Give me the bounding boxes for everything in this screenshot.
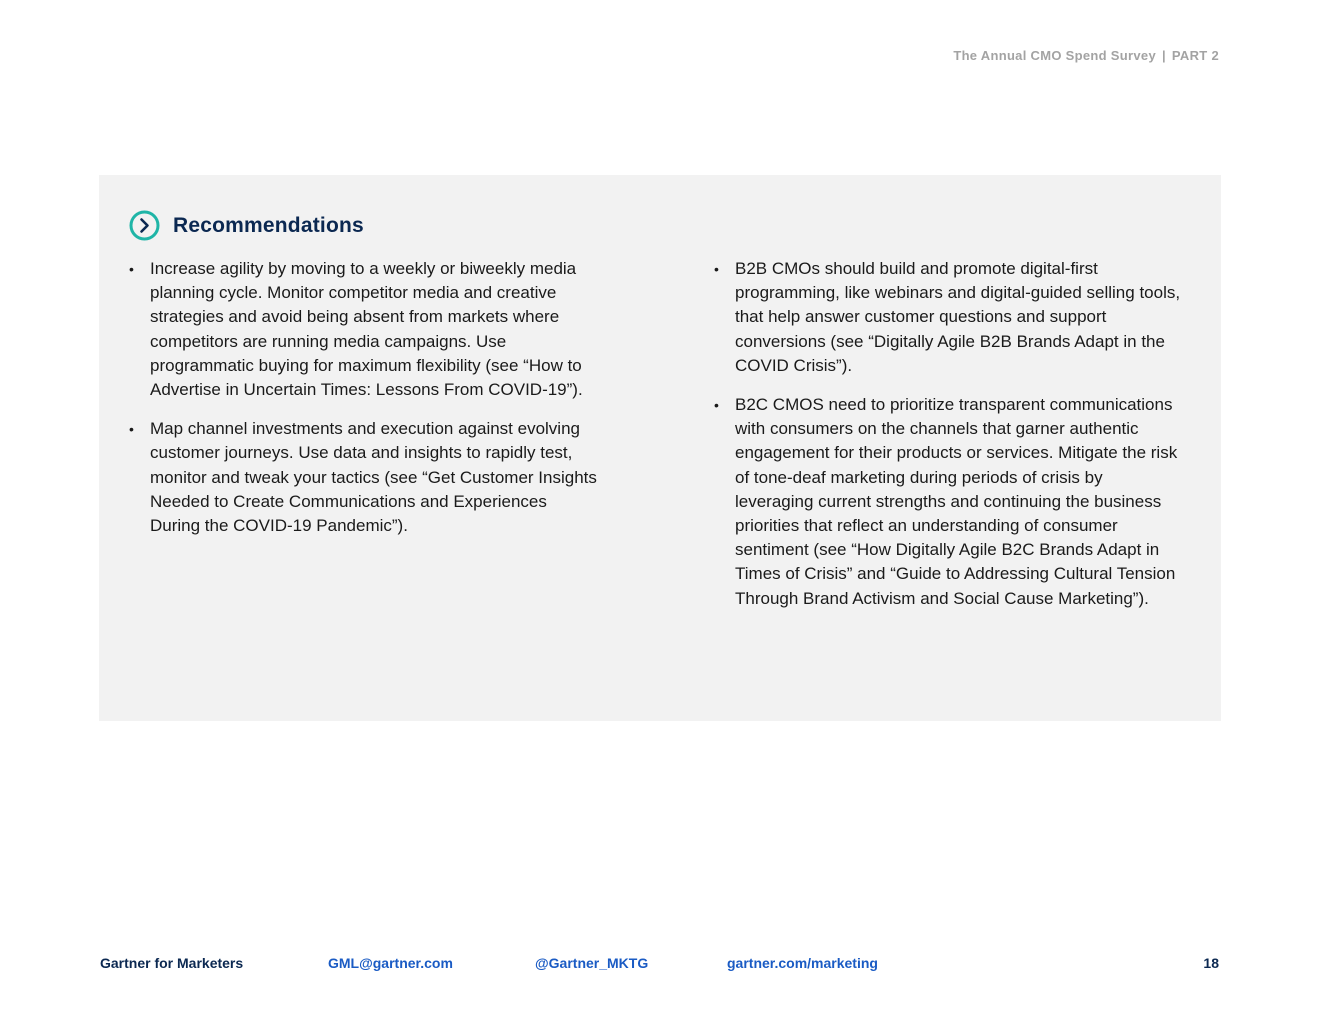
bullet-icon: • xyxy=(129,261,134,277)
chevron-right-circle-icon xyxy=(129,210,160,241)
list-item xyxy=(129,257,599,402)
recommendations-panel xyxy=(99,175,1221,721)
header-separator: | xyxy=(1161,48,1166,63)
recommendations-heading xyxy=(129,210,364,241)
list-item-text: Map channel investments and execution against evolving customer journeys. Use data and insights to rapidly test, monitor and tweak your tactics (see “Get Customer Insights Needed to Create Communications and Experiences During the COVID-19 Pandemic”). xyxy=(150,419,597,536)
bullet-icon: • xyxy=(714,261,719,277)
list-item xyxy=(714,257,1184,378)
footer-brand: Gartner for Marketers xyxy=(100,955,244,971)
footer-twitter-link[interactable]: @Gartner_MKTG xyxy=(535,955,649,971)
running-header xyxy=(953,48,1219,63)
footer-email-link[interactable]: GML@gartner.com xyxy=(328,955,453,971)
footer-website-link[interactable]: gartner.com/marketing xyxy=(727,955,878,971)
page-number: 18 xyxy=(1203,955,1219,971)
list-item xyxy=(714,393,1184,611)
recommendations-title: Recommendations xyxy=(173,213,364,237)
bullet-icon: • xyxy=(714,397,719,414)
recommendations-right-list xyxy=(714,257,1184,626)
part-label: PART 2 xyxy=(1171,48,1219,63)
list-item xyxy=(129,417,599,538)
bullet-icon: • xyxy=(129,421,134,438)
document-title: The Annual CMO Spend Survey xyxy=(953,48,1156,63)
list-item-text: B2C CMOS need to prioritize transparent communications with consumers on the channels that garner authentic engagement for their products or services. Mitigate the risk of tone-deaf marketing during periods of crisis by leveraging current strengths and continuing the business priorities that reflect an understanding of consumer sentiment (see “How Digitally Agile B2C Brands Adapt in Times of Crisis” and “Guide to Addressing Cultural Tension Through Brand Activism and Social Cause Marketing”). xyxy=(735,395,1178,608)
list-item-text: B2B CMOs should build and promote digital-first programming, like webinars and digital-guided selling tools, that help answer customer questions and support conversions (see “Digitally Agile B2B Brands Adapt in the COVID Crisis”). xyxy=(735,259,1181,375)
recommendations-left-list xyxy=(129,257,599,553)
list-item-text: Increase agility by moving to a weekly or biweekly media planning cycle. Monitor competitor media and creative strategies and avoid being absent from markets where competitors are running media campaigns. Use programmatic buying for maximum flexibility (see “How to Advertise in Uncertain Times: Lessons From COVID-19”). xyxy=(150,259,583,400)
